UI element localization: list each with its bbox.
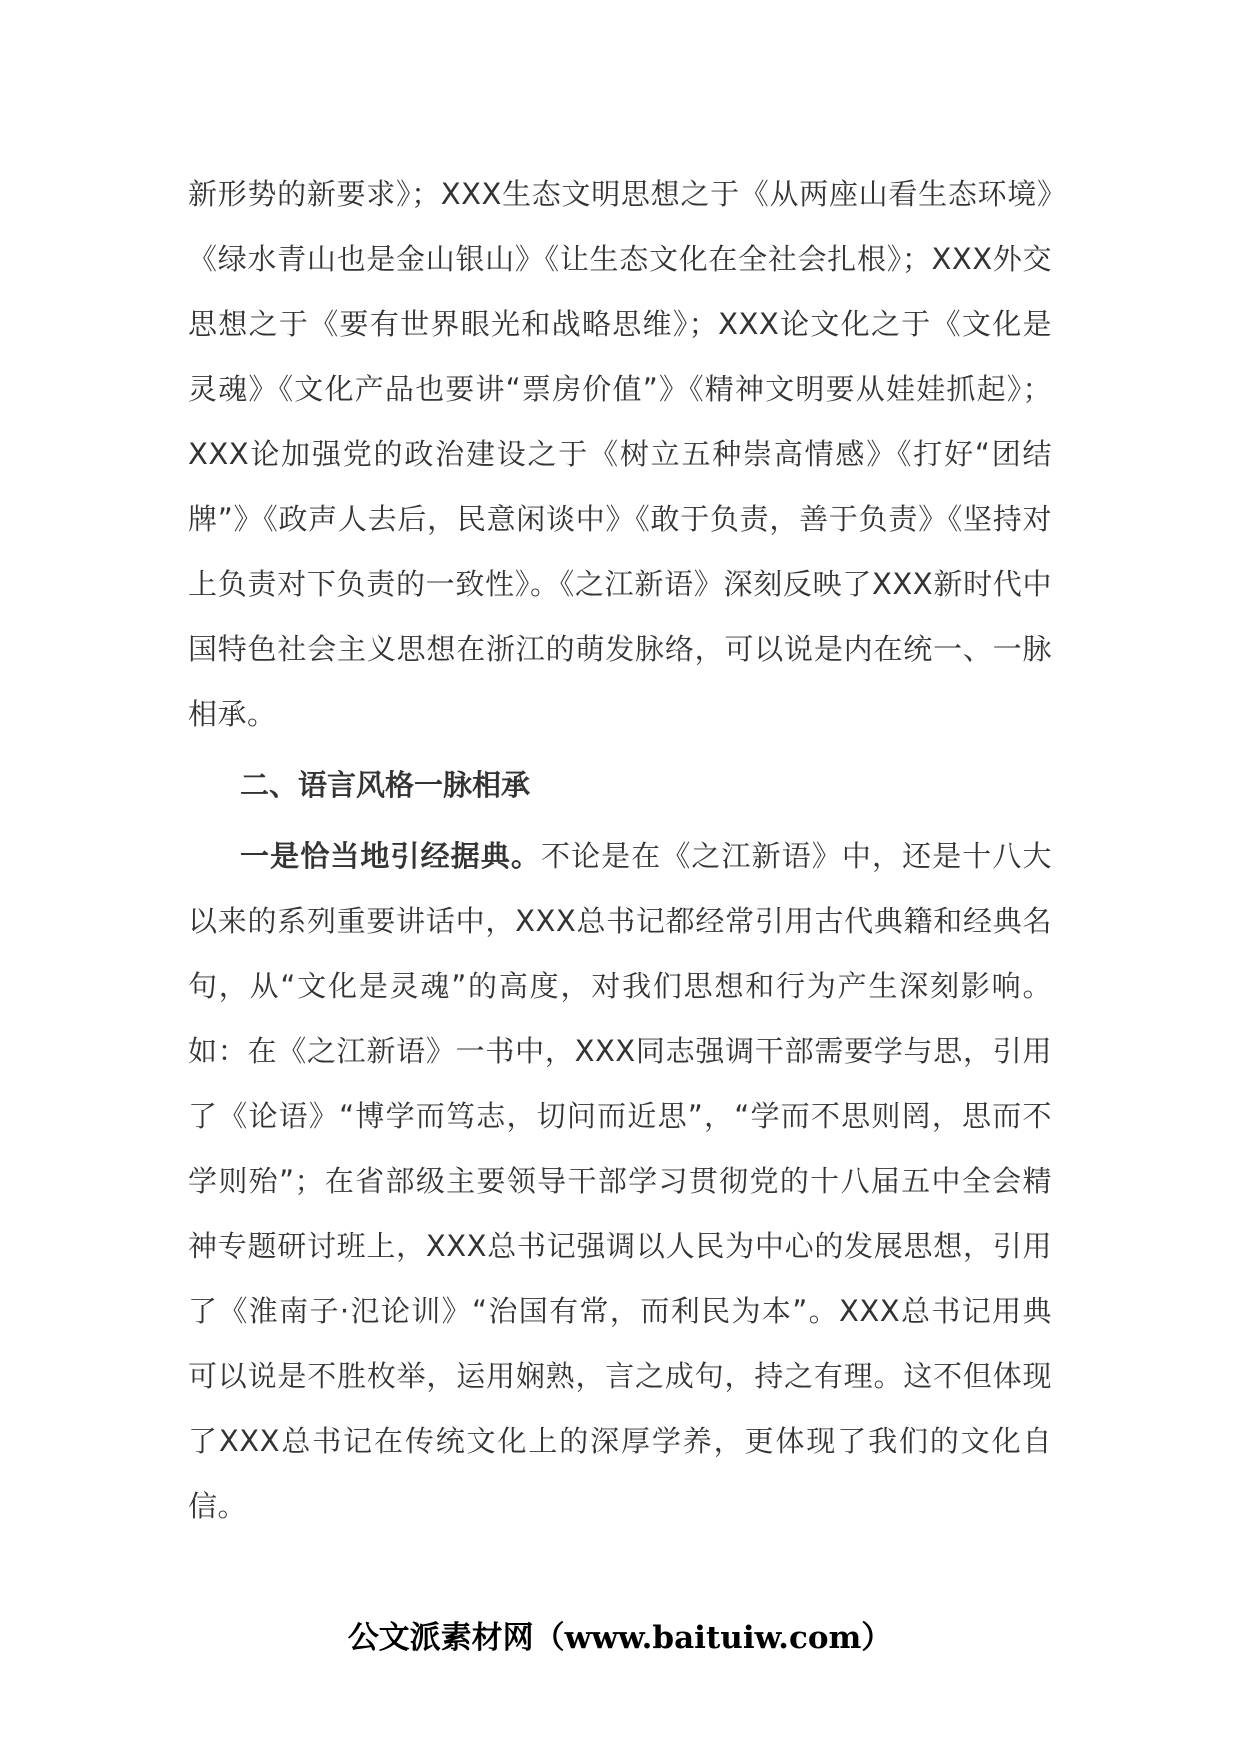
- continuation-paragraph: 新形势的新要求》；XXX生态文明思想之于《从两座山看生态环境》《绿水青山也是金山银山》《让生态文化在全社会扎根》；XXX外交思想之于《要有世界眼光和战略思维》；XXX论文化之于《文化是灵魂》《文化产品也要讲“票房价值”》《精神文明要从娃娃抓起》；XXX论加强党的政治建设之于《树立五种崇高情感》《打好“团结牌”》《政声人去后，民意闲谈中》《敢于负责，善于负责》《坚持对上负责对下负责的一致性》。《之江新语》深刻反映了XXX新时代中国特色社会主义思想在浙江的萌发脉络，可以说是内在统一、一脉相承。: [188, 177, 1052, 731]
- document-body: [188, 162, 1052, 1539]
- section-heading: 二、语言风格一脉相承: [240, 768, 531, 802]
- point-one-body: 不论是在《之江新语》中，还是十八大以来的系列重要讲话中，XXX总书记都经常引用古代典籍和经典名句，从“文化是灵魂”的高度，对我们思想和行为产生深刻影响。如：在《之江新语》一书中，XXX同志强调干部需要学与思，引用了《论语》“博学而笃志，切问而近思”，“学而不思则罔，思而不学则殆”；在省部级主要领导干部学习贯彻党的十八届五中全会精神专题研讨班上，XXX总书记强调以人民为中心的发展思想，引用了《淮南子·氾论训》“治国有常，而利民为本”。XXX总书记用典可以说是不胜枚举，运用娴熟，言之成句，持之有理。这不但体现了XXX总书记在传统文化上的深厚学养，更体现了我们的文化自信。: [188, 839, 1052, 1523]
- footer-watermark: 公文派素材网（www.baituiw.com）: [347, 1620, 893, 1656]
- point-one-paragraph: [188, 824, 1052, 1539]
- point-one-lead: 一是恰当地引经据典。: [240, 839, 541, 873]
